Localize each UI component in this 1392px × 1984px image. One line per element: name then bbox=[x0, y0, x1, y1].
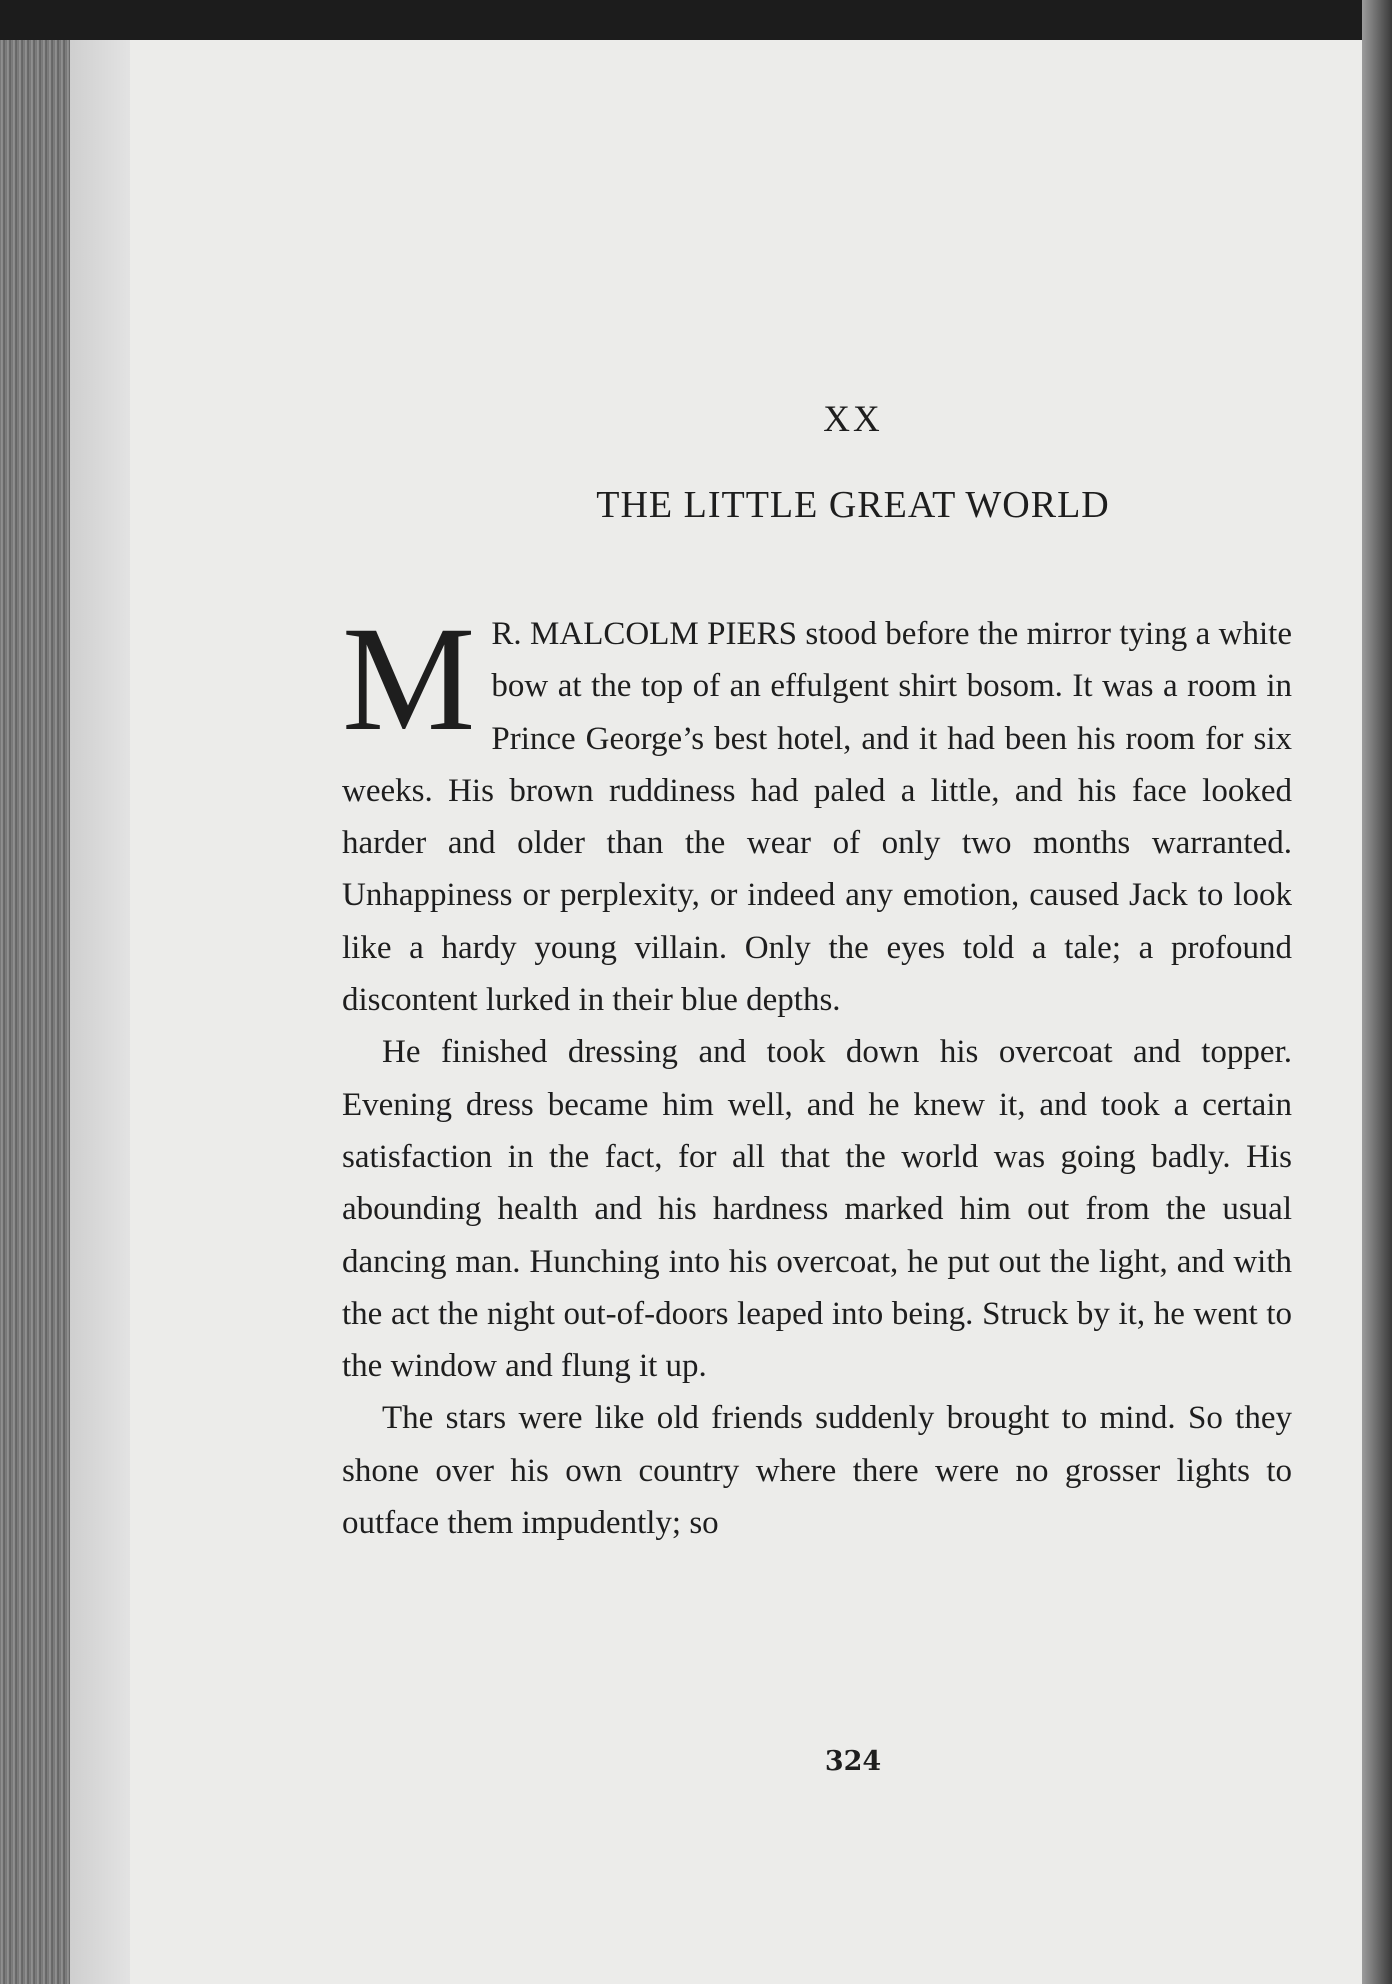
page-number: 324 bbox=[824, 1746, 882, 1777]
body-text bbox=[342, 596, 1292, 1549]
paragraph-1 bbox=[342, 596, 1292, 1026]
binding-shadow bbox=[1362, 0, 1392, 1984]
paragraph-3: The stars were like old friends suddenly brought to mind. So they shone over his own country where there were no grosser lights to outface them impudently; so bbox=[342, 1400, 1292, 1542]
chapter-title: THE LITTLE GREAT WORLD bbox=[596, 484, 1110, 526]
paragraph-1-text: R. MALCOLM PIERS stood before the mirror tying a white bow at the top of an effulgent shirt bosom. It was a room in Prince George’s best hotel, and it had been his room for six weeks. His brown ruddiness had paled a little, and his face looked harder and older than the wear of only two months warranted. Unhappiness or perplexity, or indeed any emotion, caused Jack to look like a hardy young villain. Only the eyes told a tale; a profound discontent lurked in their blue depths. bbox=[342, 616, 1292, 1019]
drop-cap: M bbox=[342, 596, 476, 762]
paragraph-2: He finished dressing and took down his overcoat and topper. Evening dress became him well, and he knew it, and took a certain satisfaction in the fact, for all that the world was going badly. His abounding health and his hardness marked him out from the usual dancing man. Hunching into his overcoat, he put out the light, and with the act the night out-of-doors leaped into being. Struck by it, he went to the window and flung it up. bbox=[342, 1034, 1292, 1385]
chapter-number: XX bbox=[823, 399, 883, 440]
book-page bbox=[130, 40, 1365, 1984]
